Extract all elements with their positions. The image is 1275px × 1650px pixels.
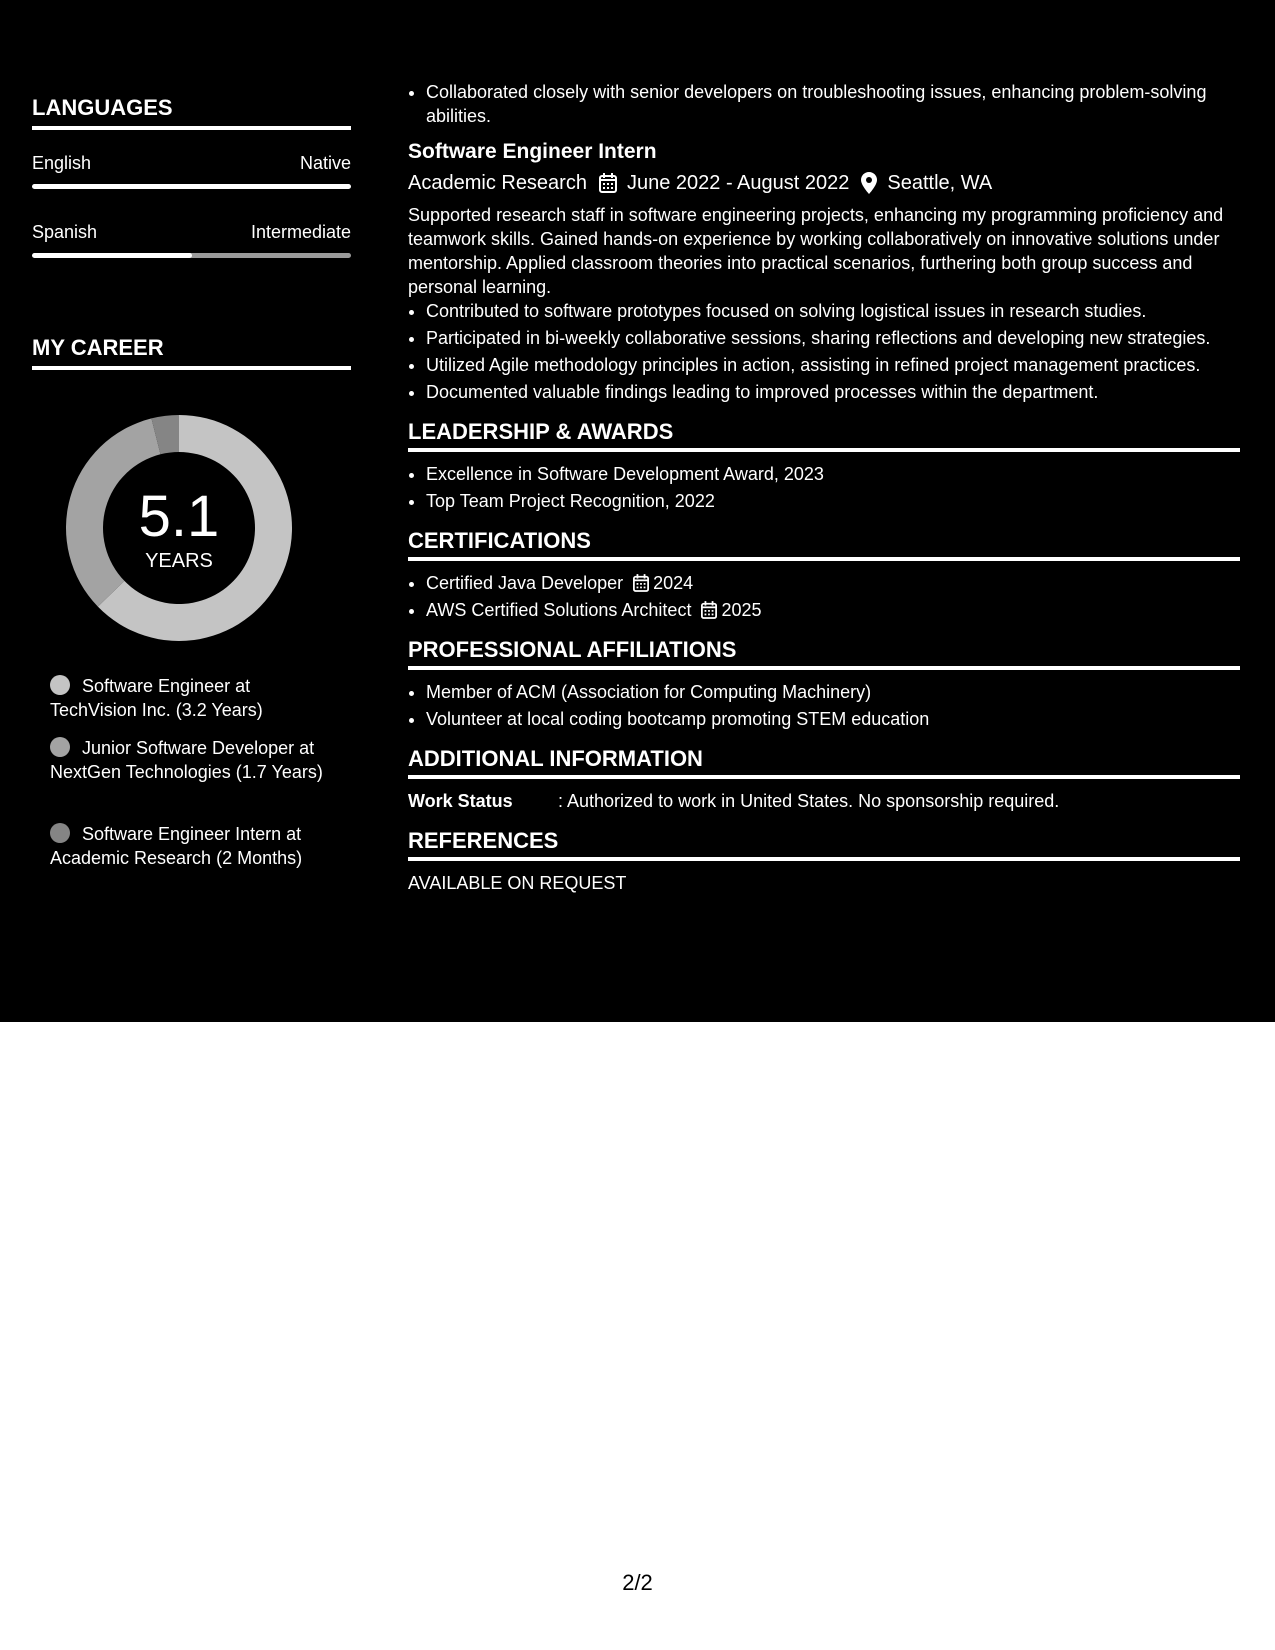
career-item-label: Software Engineer Intern at Academic Research (2 Months) bbox=[50, 824, 303, 868]
job-title: Software Engineer Intern bbox=[408, 140, 657, 163]
career-total-value: 5.1 bbox=[138, 484, 220, 549]
references-heading: REFERENCES bbox=[408, 827, 1240, 861]
job-location: Seattle, WA bbox=[887, 172, 993, 194]
job-company: Academic Research bbox=[408, 172, 587, 194]
list-item: • Excellence in Software Development Award, 2023 bbox=[426, 462, 1240, 486]
work-status-row bbox=[408, 789, 1240, 813]
leadership-heading: LEADERSHIP & AWARDS bbox=[408, 418, 1240, 452]
main-content bbox=[408, 0, 1240, 895]
list-item bbox=[426, 598, 1240, 622]
career-legend-dot bbox=[50, 823, 70, 843]
career-legend-dot bbox=[50, 675, 70, 695]
list-item: • Member of ACM (Association for Computing Machinery) bbox=[426, 680, 1240, 704]
list-item bbox=[426, 571, 1240, 595]
job-meta bbox=[408, 169, 1240, 197]
languages-heading: LANGUAGES bbox=[32, 94, 351, 130]
language-bar-spanish bbox=[32, 253, 351, 258]
language-level: Intermediate bbox=[250, 222, 351, 242]
calendar-icon bbox=[701, 601, 717, 619]
certification-year: 2025 bbox=[721, 600, 762, 620]
career-item bbox=[50, 674, 340, 722]
location-pin-icon bbox=[861, 172, 877, 194]
affiliations-heading: PROFESSIONAL AFFILIATIONS bbox=[408, 636, 1240, 670]
language-name: Spanish bbox=[32, 222, 98, 242]
language-bar-fill bbox=[32, 184, 351, 189]
work-status-value: : Authorized to work in United States. No sponsorship required. bbox=[558, 791, 1060, 811]
certifications-heading: CERTIFICATIONS bbox=[408, 527, 1240, 561]
calendar-icon bbox=[633, 574, 649, 592]
previous-job-bullets bbox=[408, 80, 1240, 128]
references-text: AVAILABLE ON REQUEST bbox=[408, 873, 627, 893]
job-description: Supported research staff in software engineering projects, enhancing my programming proficiency and teamwork skills. Gained hands-on experience by working collaboratively on innovative solutions under mentorship. Applied classroom theories into practical scenarios, furthering both group success and personal learning. bbox=[408, 205, 1224, 297]
career-heading: MY CAREER bbox=[32, 334, 351, 370]
affiliations-list bbox=[408, 680, 1240, 731]
certification-year: 2024 bbox=[653, 573, 694, 593]
career-legend-dot bbox=[50, 737, 70, 757]
list-item: • Volunteer at local coding bootcamp promoting STEM education bbox=[426, 707, 1240, 731]
job-dates: June 2022 - August 2022 bbox=[626, 172, 850, 194]
career-total-unit: YEARS bbox=[145, 550, 213, 572]
leadership-list bbox=[408, 462, 1240, 513]
list-item: • Participated in bi-weekly collaborative sessions, sharing reflections and developing new strategies. bbox=[426, 326, 1240, 350]
certifications-list bbox=[408, 571, 1240, 622]
calendar-icon bbox=[599, 173, 617, 193]
additional-info-heading: ADDITIONAL INFORMATION bbox=[408, 745, 1240, 779]
work-status-label: Work Status bbox=[408, 791, 513, 811]
language-level: Native bbox=[299, 153, 351, 173]
language-bar-fill bbox=[32, 253, 192, 258]
job-bullets bbox=[408, 299, 1240, 404]
list-item: • Collaborated closely with senior developers on troubleshooting issues, enhancing problem-solving abilities. bbox=[426, 80, 1240, 128]
list-item: • Contributed to software prototypes focused on solving logistical issues in research studies. bbox=[426, 299, 1240, 323]
page-number: 2/2 bbox=[622, 1570, 653, 1595]
list-item: • Documented valuable findings leading to improved processes within the department. bbox=[426, 380, 1240, 404]
career-item-label: Junior Software Developer at NextGen Technologies (1.7 Years) bbox=[50, 738, 323, 782]
list-item: • Top Team Project Recognition, 2022 bbox=[426, 489, 1240, 513]
certification-name: AWS Certified Solutions Architect bbox=[426, 600, 692, 620]
sidebar bbox=[0, 0, 382, 1022]
career-item bbox=[50, 822, 340, 870]
language-bar-english bbox=[32, 184, 351, 189]
language-name: English bbox=[32, 153, 92, 173]
career-item-label: Software Engineer at TechVision Inc. (3.2 Years) bbox=[50, 676, 263, 720]
certification-name: Certified Java Developer bbox=[426, 573, 624, 593]
list-item: • Utilized Agile methodology principles in action, assisting in refined project management practices. bbox=[426, 353, 1240, 377]
career-item bbox=[50, 736, 340, 784]
